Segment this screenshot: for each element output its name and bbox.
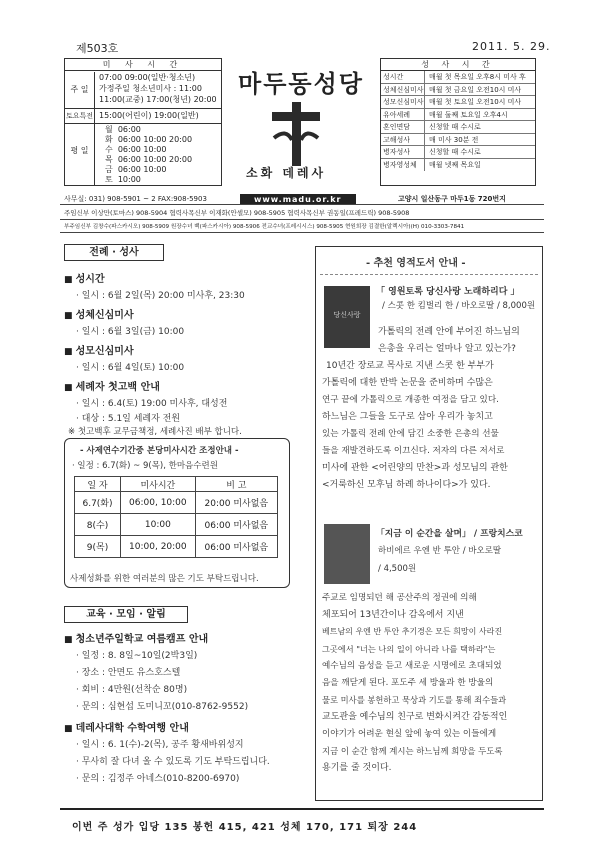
weekday-row: 금 06:00 10:00: [105, 165, 167, 174]
book2-desc-line: 이야기가 어려운 현실 앞에 놓여 있는 이들에게: [322, 729, 497, 739]
footer-divider: [60, 808, 544, 810]
liturgy-item-line: · 일시 : 6월 3일(금) 10:00: [76, 327, 185, 337]
book1-desc-line: 가톨릭에 대한 반박 논문을 준비하며 수많은: [322, 378, 493, 388]
book-section-header: - 추천 영적도서 안내 -: [366, 258, 466, 269]
education-item-line: · 문의 : 심현섭 도미니꼬(010-8762-9552): [76, 702, 249, 712]
saturday-line: 15:00(어린이) 19:00(일반): [99, 111, 199, 120]
mass-times-box: [64, 58, 222, 186]
sacrament-row: 병자영성체 매월 넷째 목요일: [381, 159, 535, 172]
staff-line: 주임신부 이상만(토마스) 908-5904 협력사목신부 이재화(안셀모) 908-5905 협력사목신부 권동일(프레드릭) 908-5908: [64, 209, 410, 217]
liturgy-item-line: · 일시 : 6월 2일(목) 20:00 미사후, 23:30: [76, 291, 245, 301]
table-cell: 10:00: [121, 514, 196, 536]
sacrament-row: 유아세례 매월 둘째 토요일 오후4시: [381, 109, 535, 122]
weekday-row: 목 06:00 10:00 20:00: [105, 155, 193, 164]
issue-date: 2011. 5. 29.: [472, 40, 551, 53]
book1-title: 「 영원토록 당신사랑 노래하리다 」: [376, 287, 520, 297]
education-item-line: · 문의 : 김정주 아네스(010-8200-6970): [76, 774, 240, 784]
book2-desc-line: 지금 이 순간 함께 계시는 하느님께 희망을 두도록: [322, 746, 503, 756]
book1-desc-line: 들을 재발견하도록 이끄신다. 저자의 다른 저서로: [322, 446, 505, 456]
education-item-line: · 일시 : 6. 1(수)-2(목), 공주 황새바위성지: [76, 740, 244, 750]
staff-line: 부주임신부 김창수(파스카시오) 908-5909 원장수녀 백(파스카시아) 908-5906 전교수녀(프레시시스) 908-5905 현원희장 김결한(알렉시아)(H) 010-3303-7841: [64, 224, 465, 230]
education-item-title: ■ 청소년주일학교 여름캠프 안내: [64, 630, 208, 645]
church-logo-title: 마두동성당: [238, 70, 364, 98]
book2-desc-line: 베트남의 우엔 반 투안 추기경은 모든 희망이 사라진: [322, 627, 503, 636]
sunday-line: 가정주일 청소년미사 : 11:00: [99, 84, 202, 93]
table-row: [75, 492, 278, 514]
sunday-line: 07:00 09:00(일반·청소년): [99, 73, 196, 82]
office-phone: 사무실: 031) 908-5901 ~ 2 FAX:908-5903: [64, 195, 207, 203]
book1-desc-line: 은총을 우리는 얼마나 알고 있는가?: [378, 344, 516, 354]
weekday-row: 토 10:00: [105, 175, 141, 184]
table-cell: 8(수): [75, 514, 121, 536]
liturgy-item-title: ■ 세례자 첫고백 안내: [64, 378, 160, 393]
column-header: 비 고: [195, 477, 277, 492]
education-item-title: ■ 데레사대학 수학여행 안내: [64, 719, 189, 734]
sacrament-row: 혼인면담 신청할 때 수시로: [381, 121, 535, 134]
book2-desc-line: 체포되어 13년간이나 감옥에서 지낸: [322, 610, 464, 620]
cross-icon: [266, 98, 326, 168]
sunday-label: 주 일: [65, 72, 95, 108]
liturgy-item-title: ■ 성시간: [64, 270, 105, 285]
church-address: 고양시 일산동구 마두1동 720번지: [398, 195, 506, 203]
sacrament-row: 성시간 매월 첫 목요일 오후8시 미사 후: [381, 71, 535, 84]
liturgy-item-line: · 일시 : 6월 4일(토) 10:00: [76, 363, 185, 373]
saturday-label: 토요특전: [65, 109, 95, 123]
liturgy-item-line: · 대상 : 5.1일 세례자 전원: [76, 414, 181, 424]
mass-times-title: 미 사 시 간: [65, 59, 221, 71]
sacrament-times-box: [380, 58, 536, 186]
book1-cover-image: 당신사랑: [324, 286, 370, 348]
weekday-label: 평 일: [65, 124, 95, 185]
book2-desc-line: 주교로 임명되던 해 공산주의 정권에 의해: [322, 593, 477, 603]
table-cell: 06:00 미사없음: [195, 536, 277, 558]
liturgy-item-note: ※ 첫고백후 교무금책정, 세례사진 배부 합니다.: [68, 427, 242, 437]
sunday-line: 11:00(교중) 17:00(청년) 20:00: [99, 95, 217, 104]
book2-price: / 4,500원: [378, 564, 417, 574]
sacrament-times-title: 성 사 시 간: [381, 59, 535, 71]
weekday-row: 월 06:00: [105, 125, 141, 134]
book1-desc-line: 10년간 장로교 목사로 지낸 스콧 한 부부가: [326, 361, 494, 371]
book1-desc-line: 가톨릭의 전례 안에 부어진 하느님의: [378, 327, 520, 337]
liturgy-item-title: ■ 성모신심미사: [64, 342, 134, 357]
sacrament-row: 성모신심미사 매월 첫 토요일 오전10시 미사: [381, 96, 535, 109]
table-cell: 06:00, 10:00: [121, 492, 196, 514]
book2-desc-line: 음을 깨닫게 된다. 포도주 세 방울과 한 방울의: [322, 678, 494, 688]
church-url[interactable]: www.madu.or.kr: [240, 194, 356, 205]
book2-desc-line: 그곳에서 "너는 나의 일이 아니라 나를 택하라"는: [322, 644, 496, 654]
weekday-row: 수 06:00 10:00: [105, 145, 167, 154]
table-row: [75, 536, 278, 558]
table-cell: 06:00 미사없음: [195, 514, 277, 536]
table-header-row: [75, 477, 278, 492]
book1-desc-line: 하느님은 그들을 도구로 삼아 우리가 놓치고: [322, 412, 493, 422]
book2-desc-line: 교도관을 예수님의 친구로 변화시켜간 감동적인: [322, 712, 508, 722]
church-subtitle: 소화 데레사: [246, 166, 327, 180]
sacrament-row: 성체신심미사 매월 첫 금요일 오전10시 미사: [381, 84, 535, 97]
sacrament-row: 병자성사 신청할 때 수시로: [381, 146, 535, 159]
education-header: 교육 · 모임 · 알림: [64, 606, 188, 623]
book2-desc-line: 물로 미사를 봉헌하고 묵상과 기도를 통해 죄수들과: [322, 695, 507, 705]
schedule-change-title: - 사제연수기간중 본당미사시간 조정안내 -: [80, 446, 239, 456]
table-cell: 6.7(화): [75, 492, 121, 514]
schedule-table: [74, 476, 278, 558]
table-cell: 10:00, 20:00: [121, 536, 196, 558]
issue-number: 제503호: [76, 42, 119, 55]
book1-desc-line: <거룩하신 모후님 하례 하나이다>가 있다.: [322, 480, 491, 490]
book1-desc-line: 연구 끝에 가톨릭으로 개종한 여정을 담고 있다.: [322, 395, 499, 405]
liturgy-header: 전례 · 성사: [64, 244, 164, 261]
table-cell: 20:00 미사없음: [195, 492, 277, 514]
sacrament-row: 고해성사 매 미사 30분 전: [381, 134, 535, 147]
book2-author: 하비에르 우엔 반 투안 / 바오로딸: [378, 546, 502, 556]
table-cell: 9(목): [75, 536, 121, 558]
book2-desc-line: 용기를 줄 것이다.: [322, 763, 392, 773]
column-header: 미사시간: [121, 477, 196, 492]
liturgy-item-line: · 일시 : 6.4(토) 19:00 미사후, 대성전: [76, 399, 228, 409]
column-header: 일 자: [75, 477, 121, 492]
education-item-line: · 회비 : 4만원(선착순 80명): [76, 685, 188, 695]
education-item-line: · 무사히 잘 다녀 올 수 있도록 기도 부탁드립니다.: [76, 757, 270, 767]
weekday-row: 화 06:00 10:00 20:00: [105, 135, 193, 144]
table-row: [75, 514, 278, 536]
hymn-footer: 이번 주 성가 입당 135 봉헌 415, 421 성체 170, 171 퇴장 244: [72, 822, 418, 833]
education-item-line: · 일정 : 8. 8일~10일(2박3일): [76, 651, 198, 661]
book2-desc-line: 예수님의 음성을 듣고 새로운 시명에로 초대되었: [322, 661, 502, 671]
schedule-change-note: 사제성화를 위한 여러분의 많은 기도 부탁드립니다.: [70, 574, 259, 584]
book2-cover-image: [324, 524, 370, 584]
schedule-change-period: · 일정 : 6.7(화) ~ 9(목), 한마음수련원: [72, 461, 218, 471]
book2-title: 「지금 이 순간을 살며」 / 프랑치스코: [376, 529, 523, 539]
education-item-line: · 장소 : 안면도 유스호스텔: [76, 668, 181, 678]
book1-author: / 스콧 한 킴벌리 한 / 바오로딸 / 8,000원: [382, 301, 536, 311]
liturgy-item-title: ■ 성체신심미사: [64, 306, 134, 321]
book1-desc-line: 있는 가톨릭 전례 안에 담긴 소중한 은총의 선물: [322, 429, 499, 439]
book1-desc-line: 미사에 관한 <어린양의 만찬>과 성모님의 관한: [322, 463, 508, 473]
